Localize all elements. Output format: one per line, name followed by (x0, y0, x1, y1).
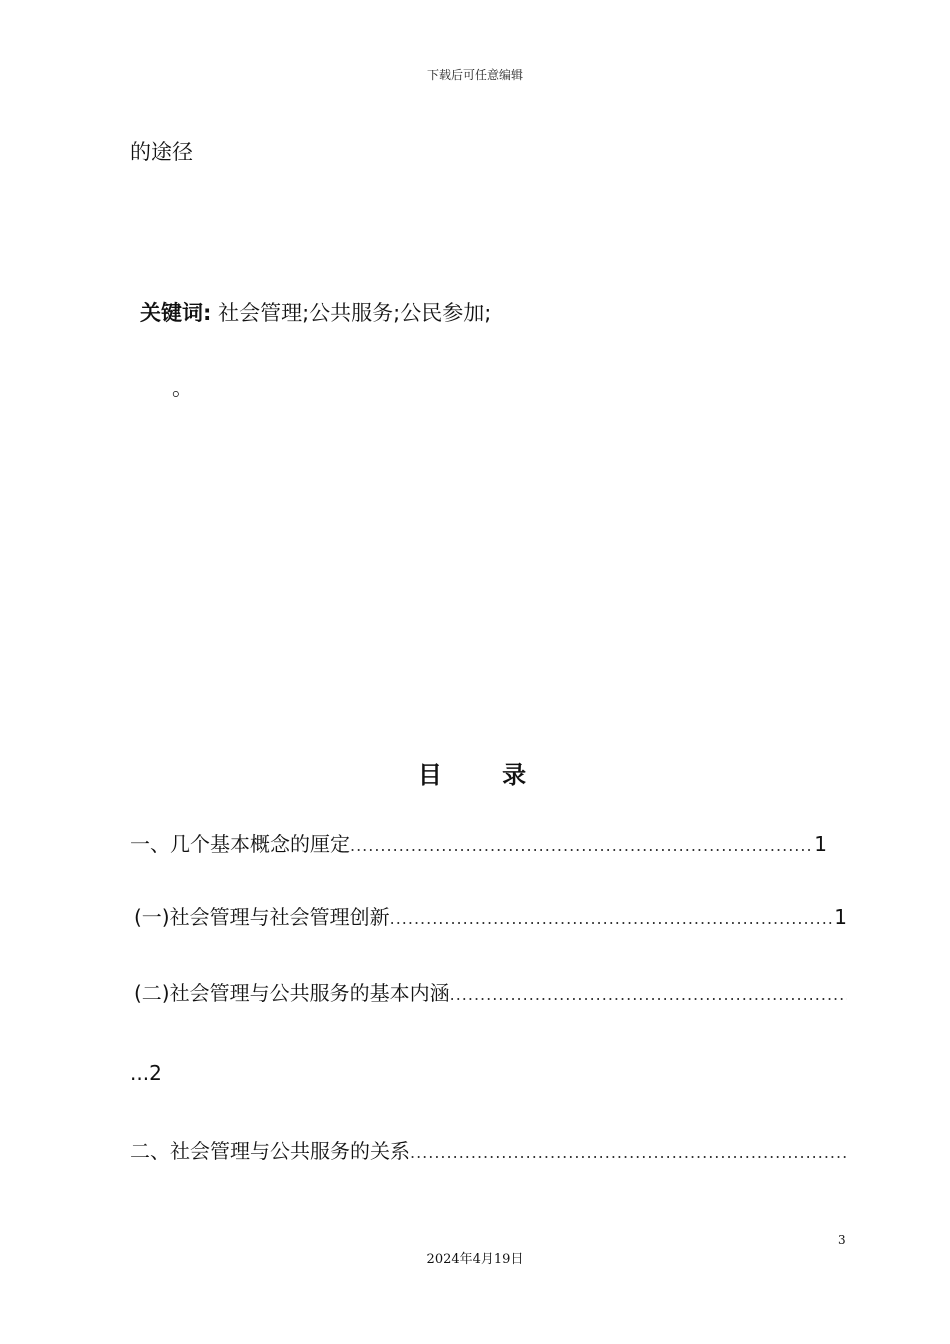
keywords-label: 关键词 (140, 301, 203, 325)
toc-entry-page: 1 (814, 832, 827, 856)
toc-entry-label: (二)社会管理与公共服务的基本内涵 (134, 981, 450, 1005)
toc-leader-dots (390, 909, 835, 928)
toc-leader-dots (450, 985, 847, 1004)
footer-date: 2024年4月19日 (426, 1252, 524, 1267)
toc-entry-label: 二、社会管理与公共服务的关系 (130, 1139, 410, 1163)
toc-leader-dots (350, 836, 814, 855)
toc-entry[interactable] (134, 977, 847, 1006)
keywords-line (140, 297, 491, 327)
keywords-colon: : (203, 301, 212, 325)
page-header: 下载后可任意编辑 (426, 68, 523, 82)
toc-entry-label: (一)社会管理与社会管理创新 (134, 905, 390, 929)
toc-entry[interactable] (134, 901, 847, 930)
toc-continuation-text: ...2 (130, 1061, 162, 1085)
abstract-tail: 的途径 (130, 140, 193, 164)
stray-period: 。 (172, 376, 193, 400)
keywords-value: 社会管理;公共服务;公民参加; (218, 301, 492, 325)
toc-leader-dots (410, 1143, 847, 1162)
toc-entry[interactable] (130, 828, 827, 857)
toc-entry-label: 一、几个基本概念的厘定 (130, 832, 350, 856)
page-number: 3 (838, 1233, 846, 1247)
toc-title: 目 录 (417, 761, 553, 789)
toc-entry[interactable] (130, 1135, 847, 1164)
toc-entry-page: 1 (834, 905, 847, 929)
toc-entry-continuation[interactable] (130, 1061, 162, 1085)
